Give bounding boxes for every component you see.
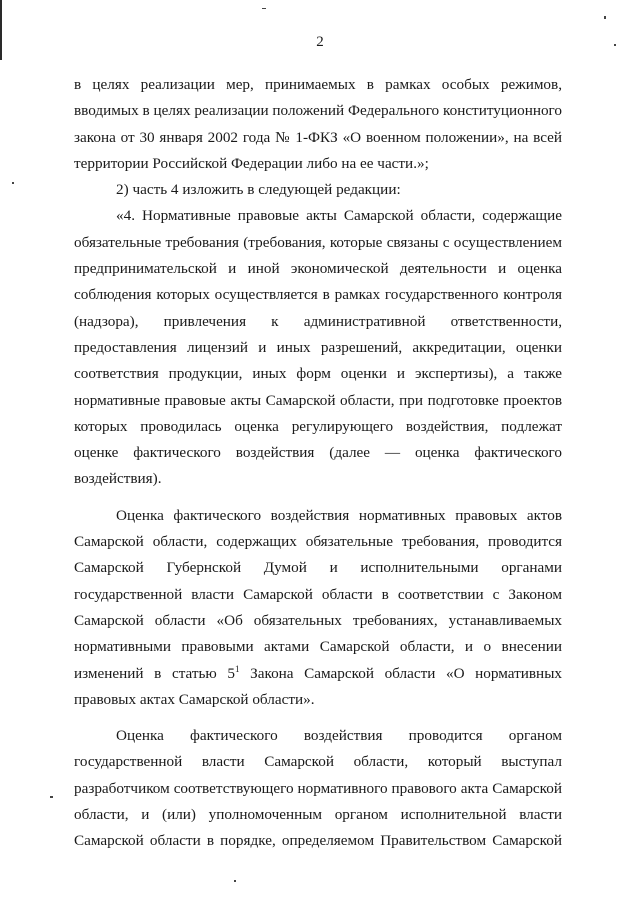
text-line: Оценка фактического воздействия нормативных правовых актов (116, 506, 562, 524)
text-line: соблюдения которых осуществляется в рамках государственного контроля (74, 286, 562, 304)
page-number: 2 (316, 34, 324, 50)
text-line: «4. Нормативные правовые акты Самарской области, содержащие (116, 207, 562, 225)
scan-speck (234, 880, 236, 882)
document-body (74, 72, 562, 855)
paragraph (74, 723, 562, 854)
text-line: воздействия). (74, 470, 162, 488)
text-line: Самарской области «Об обязательных требованиях, устанавливаемых (74, 611, 562, 629)
text-line: государственной власти Самарской области в соответствии с Законом (74, 585, 562, 603)
text-line: вводимых в целях реализации положений Федерального конституционного (74, 102, 562, 120)
text-line: области, и (или) уполномоченным органом исполнительной власти (74, 806, 562, 824)
superscript: 1 (235, 663, 240, 674)
text-line: Самарской области в порядке, определяемом Правительством Самарской (74, 832, 562, 850)
text-line: которых проводилась оценка регулирующего воздействия, подлежат (74, 417, 562, 435)
scan-speck (604, 16, 606, 19)
scan-speck (12, 182, 14, 184)
scan-speck (262, 8, 266, 9)
text-line: соответствия продукции, иных форм оценки и экспертизы), а также (74, 365, 562, 383)
text-line: оценке фактического воздействия (далее — оценка фактического (74, 444, 562, 462)
paragraph (74, 203, 562, 492)
paragraph (74, 503, 562, 713)
text-line: Самарской Губернской Думой и исполнительными органами (74, 559, 562, 577)
text-line-with-superscript (74, 661, 562, 687)
text-line: правовых актах Самарской области». (74, 690, 315, 708)
paragraph (74, 177, 562, 203)
paragraph-gap (74, 493, 562, 503)
paragraph-gap (74, 713, 562, 723)
text-fragment: Закона Самарской области «О нормативных (239, 664, 562, 682)
text-line: территории Российской Федерации либо на ее части.»; (74, 154, 429, 172)
text-fragment: изменений в статью 5 (74, 664, 235, 682)
scan-margin-mark (0, 0, 2, 60)
text-line: нормативные правовые акты Самарской области, при подготовке проектов (74, 391, 562, 409)
text-line: разработчиком соответствующего нормативного правового акта Самарской (74, 779, 562, 797)
text-line: Оценка фактического воздействия проводится органом (116, 727, 562, 745)
text-line: обязательные требования (требования, которые связаны с осуществлением (74, 233, 562, 251)
text-line: предпринимательской и иной экономической деятельности и оценка (74, 260, 562, 278)
text-line: 2) часть 4 изложить в следующей редакции: (116, 181, 401, 199)
text-line: предоставления лицензий и иных разрешений, аккредитации, оценки (74, 338, 562, 356)
text-line: закона от 30 января 2002 года № 1-ФКЗ «О военном положении», на всей (74, 128, 562, 146)
text-line: нормативными правовыми актами Самарской области, и о внесении (74, 638, 562, 656)
text-line: Самарской области, содержащих обязательные требования, проводится (74, 533, 562, 551)
text-line: государственной власти Самарской области, который выступал (74, 753, 562, 771)
scan-speck (50, 796, 53, 798)
paragraph (74, 72, 562, 177)
text-line: в целях реализации мер, принимаемых в рамках особых режимов, (74, 76, 562, 93)
text-line: (надзора), привлечения к административной ответственности, (74, 312, 562, 330)
